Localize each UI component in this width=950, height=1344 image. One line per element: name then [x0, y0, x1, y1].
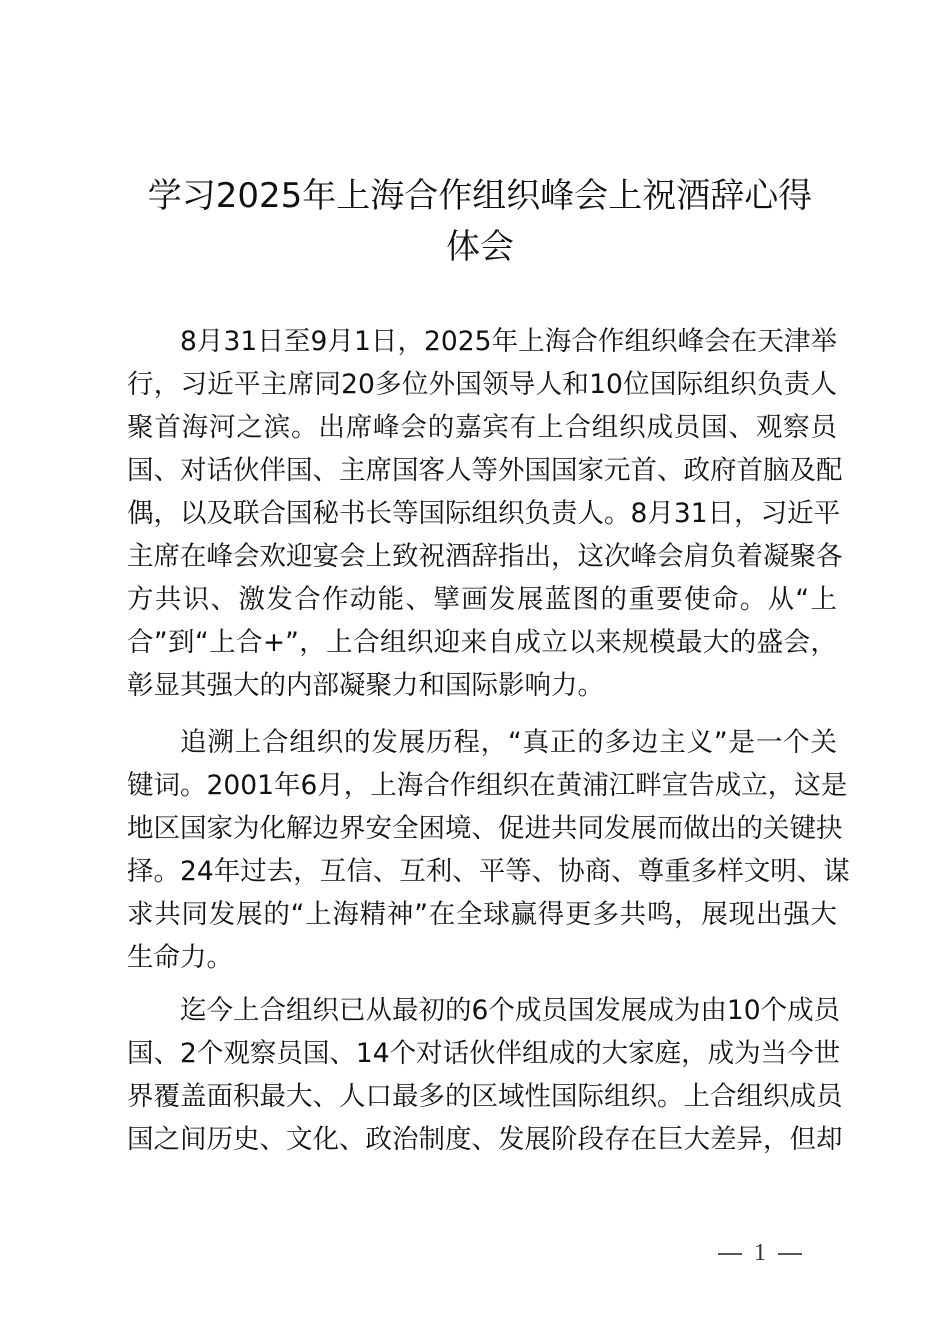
- paragraph-line: 键词。2001年6月，上海合作组织在黄浦江畔宣告成立，这是: [127, 770, 848, 801]
- paragraph-line: 彰显其强大的内部凝聚力和国际影响力。: [127, 670, 604, 701]
- paragraph-line: 偶，以及联合国秘书长等国际组织负责人。8月31日，习近平: [127, 498, 841, 529]
- paragraph-line: 方共识、激发合作动能、擘画发展蓝图的重要使命。从“上: [127, 584, 837, 615]
- paragraph-line: 国、2个观察员国、14个对话伙伴组成的大家庭，成为当今世: [127, 1038, 841, 1069]
- page-number: 1: [754, 1240, 766, 1266]
- footer-dash-left: [718, 1253, 742, 1255]
- document-title-line-2: 体会: [446, 227, 514, 267]
- paragraph-line: 主席在峰会欢迎宴会上致祝酒辞指出，这次峰会肩负着凝聚各: [127, 541, 843, 572]
- paragraph-line: 合”到“上合+”，上合组织迎来自成立以来规模最大的盛会，: [127, 627, 837, 658]
- paragraph-line: 生命力。: [127, 942, 233, 973]
- paragraph-line: 迄今上合组织已从最初的6个成员国发展成为由10个成员: [180, 995, 841, 1026]
- paragraph-line: 聚首海河之滨。出席峰会的嘉宾有上合组织成员国、观察员: [127, 412, 837, 443]
- paragraph-line: 地区国家为化解边界安全困境、促进共同发展而做出的关键抉: [127, 813, 843, 844]
- footer-dash-right: [778, 1253, 802, 1255]
- paragraph-line: 国之间历史、文化、政治制度、发展阶段存在巨大差异，但却: [127, 1124, 843, 1155]
- paragraph-line: 8月31日至9月1日，2025年上海合作组织峰会在天津举: [180, 326, 837, 357]
- paragraph-line: 择。24年过去，互信、互利、平等、协商、尊重多样文明、谋: [127, 856, 850, 887]
- document-title-line-1: 学习2025年上海合作组织峰会上祝酒辞心得: [147, 176, 813, 216]
- paragraph-line: 界覆盖面积最大、人口最多的区域性国际组织。上合组织成员: [127, 1081, 843, 1112]
- paragraph-line: 求共同发展的“上海精神”在全球赢得更多共鸣，展现出强大: [127, 899, 837, 930]
- page-footer: [700, 1240, 820, 1267]
- paragraph-line: 国、对话伙伴国、主席国客人等外国国家元首、政府首脑及配: [127, 455, 843, 486]
- paragraph-line: 行，习近平主席同20多位外国领导人和10位国际组织负责人: [127, 369, 837, 400]
- paragraph-line: 追溯上合组织的发展历程，“真正的多边主义”是一个关: [180, 727, 837, 758]
